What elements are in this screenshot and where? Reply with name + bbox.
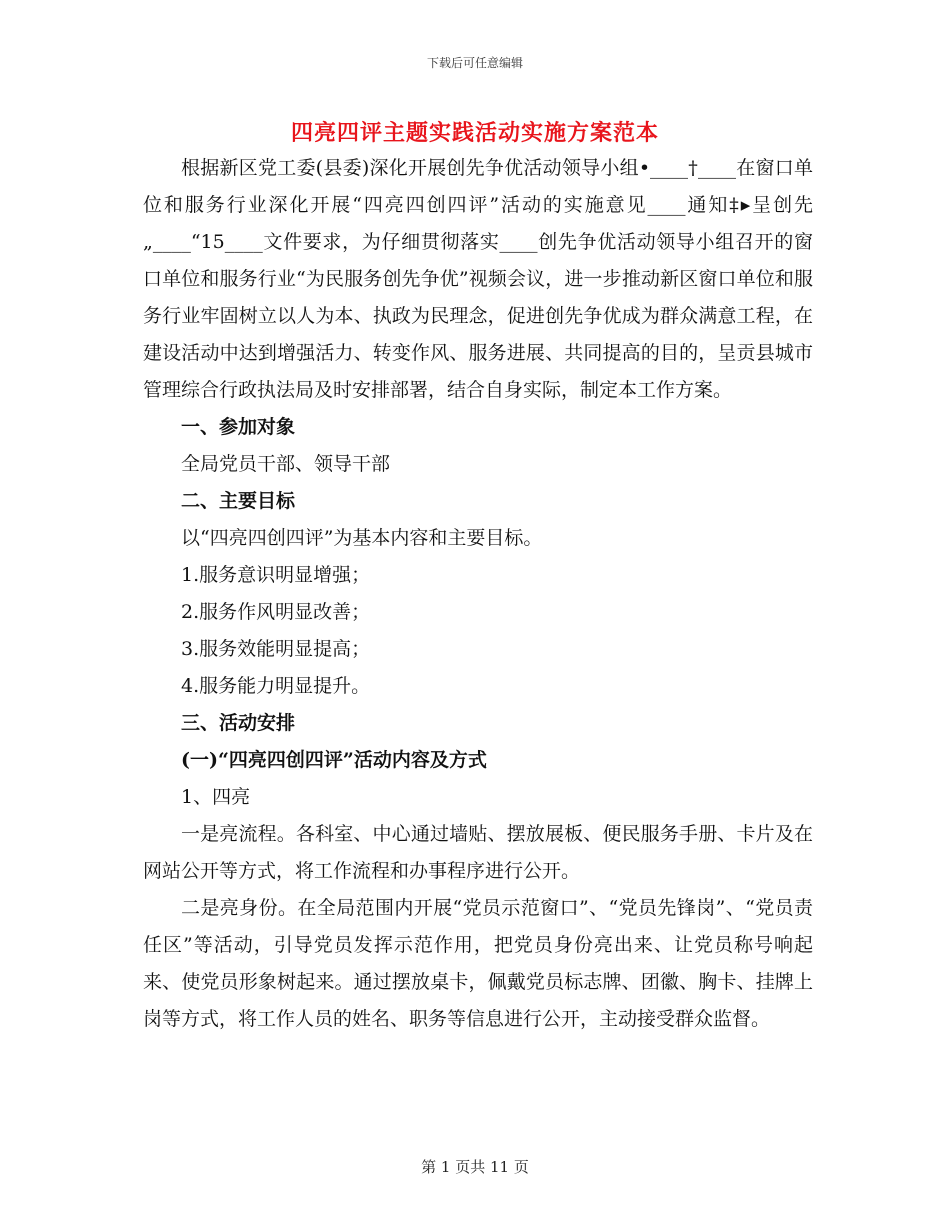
section-2-heading: 二、主要目标 — [181, 490, 296, 512]
page-header: 下载后可任意编辑 — [426, 56, 523, 70]
section-3-subsubheading: 1、四亮 — [181, 786, 251, 808]
section-1-heading: 一、参加对象 — [181, 416, 296, 438]
goal-item: 2.服务作风明显改善； — [181, 601, 371, 623]
intro-paragraph: 根据新区党工委(县委)深化开展创先争优活动领导小组•____†____在窗口单位和服务行业深化开展“四亮四创四评”活动的实施意见____通知‡▸呈创先„____“15____文件要求，为仔细贯彻落实____创先争优活动领导小组召开的窗口单位和服务行业“为民服务创先争优”视频会议，进一步推动新区窗口单位和服务行业牢固树立以人为本、执政为民理念，促进创先争优成为群众满意工程，在建设活动中达到增强活力、转变作风、服务进展、共同提高的目的，呈贡县城市管理综合行政执法局及时安排部署，结合自身实际，制定本工作方案。 — [143, 157, 813, 401]
section-1-text: 全局党员干部、领导干部 — [181, 453, 391, 475]
goal-item: 3.服务效能明显提高； — [181, 638, 371, 660]
document-title: 四亮四评主题实践活动实施方案范本 — [290, 120, 659, 146]
page-footer: 第 1 页共 11 页 — [421, 1158, 529, 1176]
goal-item: 4.服务能力明显提升。 — [181, 675, 371, 697]
document-body — [143, 150, 813, 1038]
section-3-paragraph-1: 一是亮流程。各科室、中心通过墙贴、摆放展板、便民服务手册、卡片及在网站公开等方式，将工作流程和办事程序进行公开。 — [143, 823, 813, 882]
section-2-text: 以“四亮四创四评”为基本内容和主要目标。 — [181, 527, 543, 549]
section-3-heading: 三、活动安排 — [181, 712, 296, 734]
goal-item: 1.服务意识明显增强； — [181, 564, 371, 586]
section-3-subheading: (一)“四亮四创四评”活动内容及方式 — [181, 749, 487, 771]
section-3-paragraph-2: 二是亮身份。在全局范围内开展“党员示范窗口”、“党员先锋岗”、“党员责任区”等活动，引导党员发挥示范作用，把党员身份亮出来、让党员称号响起来、使党员形象树起来。通过摆放桌卡，佩戴党员标志牌、团徽、胸卡、挂牌上岗等方式，将工作人员的姓名、职务等信息进行公开，主动接受群众监督。 — [143, 897, 813, 1030]
